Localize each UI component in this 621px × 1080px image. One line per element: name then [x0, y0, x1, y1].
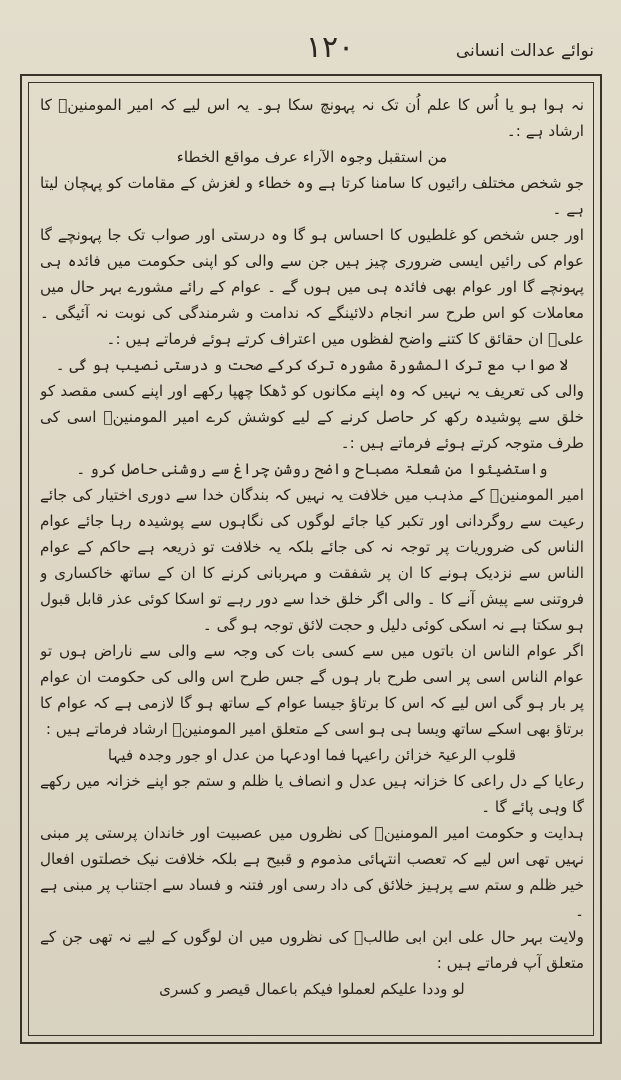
text-line: جو شخص مختلف رائیوں کا سامنا کرتا ہے وہ خطاء و لغزش کے مقامات کو پہچان لیتا ہے ۔ — [40, 174, 584, 218]
page-header — [20, 22, 600, 74]
paragraph: والی کی تعریف یہ نہیں کہ وہ اپنے مکانوں کو ڈھکا چھپا رکھے اور اپنے کسی مقصد کو خلق سے پوشیدہ رکھ کر حاصل کرنے کے لیے کوشش کرے امیر المومنینؑ اسی کی طرف متوجہ کرتے ہوئے فرماتے ہیں :۔ — [40, 382, 584, 452]
arabic-quote: واستضیئوا من شعلۃ مصباح واضح روشن چراغ سے روشنی حاصل کرو ۔ — [76, 460, 548, 478]
paragraph: ولایت بہر حال علی ابن ابی طالبؑ کی نظروں میں ان لوگوں کے لیے نہ تھی جن کے متعلق آپ فرماتے ہیں : — [40, 928, 584, 972]
paragraph: ہدایت و حکومت امیر المومنینؑ کی نظروں میں عصبیت اور خاندان پرستی پر مبنی نہیں تھی اس لیے کہ تعصب انتہائی مذموم و قبیح ہے بلکہ خلافت نیک خصلتوں افعال خیر ظلم و ستم سے پرہیز خلائق کی داد رسی اور فتنہ و فساد سے اجتناب پر مبنی ہے ۔ — [40, 824, 584, 920]
arabic-quote: من استقبل وجوہ الآراء عرف مواقع الخطاء — [176, 148, 448, 166]
paragraph: اور جس شخص کو غلطیوں کا احساس ہو گا وہ درستی اور صواب تک جا پہونچے گا عوام کی رائیں ایسی ضروری چیز ہیں جن سے والی کو اپنی حکومت میں فائدہ ہی پہونچے گا اور عوام بھی فائدہ ہی میں ہوں گے ۔ عوام کے رائے مشورے بہر حال میں معاملات کو اس طرح سر انجام دلائینگے کہ ندامت و شرمندگی کی نوبت نہ آئیگی ۔ علیؑ ان حقائق کا کتنے واضح لفظوں میں اعتراف کرتے ہوئے فرماتے ہیں :۔ — [40, 226, 584, 348]
text-line: رعایا کے دل راعی کا خزانہ ہیں عدل و انصاف یا ظلم و ستم جو اپنے خزانہ میں رکھے گا وہی پائے گا ۔ — [40, 772, 584, 816]
running-title: نوائے عدالت انسانی — [455, 41, 594, 61]
paragraph: امیر المومنینؑ کے مذہب میں خلافت یہ نہیں کہ بندگان خدا سے دوری اختیار کی جائے رعیت سے روگردانی اور تکبر کیا جائے لوگوں کی نگاہوں سے پوشیدہ رہا جائے عوام الناس کی ضروریات پر توجہ نہ کی جائے بلکہ یہ خلافت تو ذریعہ ہے حاکم کے عوام الناس سے نزدیک ہونے کا ان پر شفقت و مہربانی کرنے کا ان کے ساتھ خاکساری و فروتنی سے پیش آنے کا ۔ والی اگر خلق خدا سے دور رہے تو اسکا کوئی عذر قابل قبول ہو سکتا ہے نہ اسکی کوئی دلیل و حجت لائق توجہ ہو گی ۔ — [40, 486, 584, 634]
arabic-quote: قلوب الرعیۃ خزائن راعیہا فما اودعہا من عدل او جور وجدہ فیہا — [107, 746, 517, 764]
page-text — [40, 92, 584, 1022]
arabic-quote: لا صواب مع ترک المشورة مشورہ ترک کرکے صحت و درستی نصیب ہو گی ۔ — [55, 356, 569, 374]
page-number: ١٢٠ — [305, 30, 355, 65]
paragraph: اگر عوام الناس ان باتوں میں سے کسی بات کی وجہ سے والی سے ناراض ہوں تو عوام الناس اسی پر اسی طرح بار ہوں گے جس طرح اس والی کی حکومت ان عوام پر بار ہو گی اس لیے کہ اس کا برتاؤ جیسا عوام کے ساتھ ہو گا لازمی ہے کہ عوام کا برتاؤ بھی اسکے ساتھ ویسا ہی ہو اسی کے متعلق امیر المومنینؑ ارشاد فرماتے ہیں : — [40, 642, 584, 738]
arabic-quote: لو وددا علیکم لعملوا فیکم باعمال قیصر و کسری — [159, 980, 465, 998]
text-line: نہ ہوا ہو یا اُس کا علم اُن تک نہ پہونچ سکا ہو۔ یہ اس لیے کہ امیر المومنینؑ کا ارشاد ہے :۔ — [40, 96, 584, 140]
